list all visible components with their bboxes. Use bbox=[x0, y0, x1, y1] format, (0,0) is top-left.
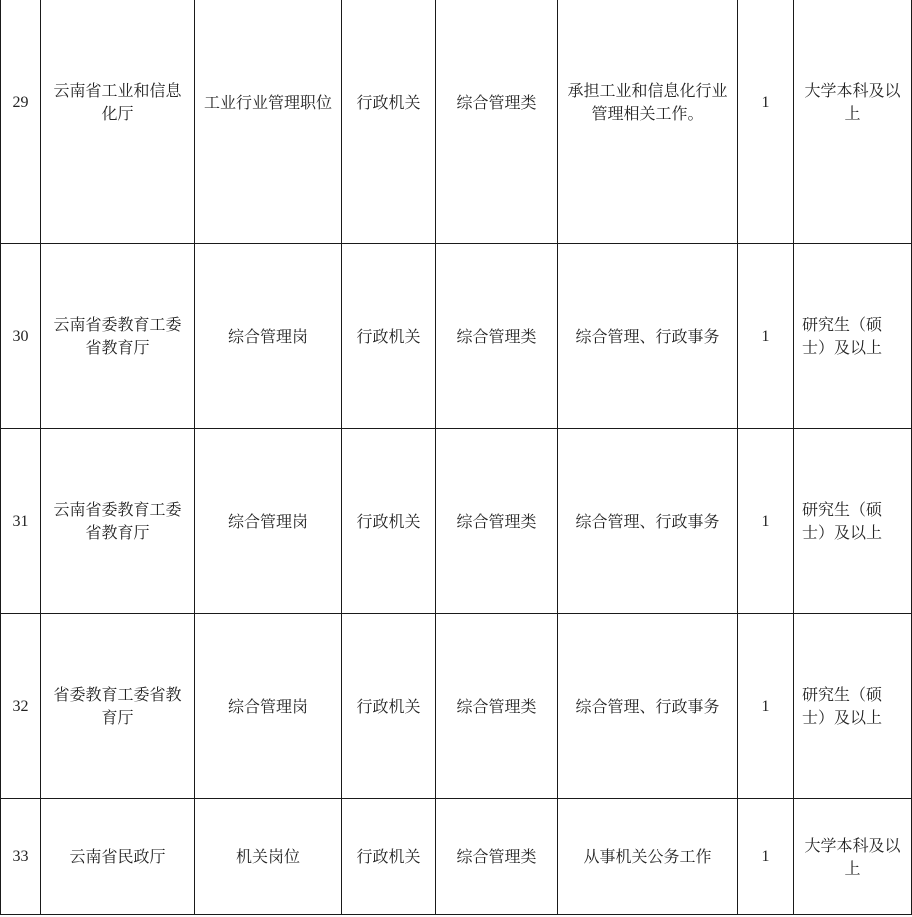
row-index: 33 bbox=[1, 799, 41, 915]
duties-cell: 综合管理、行政事务 bbox=[558, 244, 738, 429]
table-row bbox=[1, 799, 912, 915]
category-cell: 综合管理类 bbox=[436, 0, 558, 244]
org-type-cell: 行政机关 bbox=[342, 429, 436, 614]
education-cell: 大学本科及以上 bbox=[794, 799, 912, 915]
table-row bbox=[1, 0, 912, 244]
org-type-cell: 行政机关 bbox=[342, 614, 436, 799]
duties-cell: 承担工业和信息化行业管理相关工作。 bbox=[558, 0, 738, 244]
row-index: 32 bbox=[1, 614, 41, 799]
count-cell: 1 bbox=[738, 0, 794, 244]
department-cell: 云南省民政厅 bbox=[41, 799, 195, 915]
position-cell: 机关岗位 bbox=[195, 799, 342, 915]
row-index: 29 bbox=[1, 0, 41, 244]
count-cell: 1 bbox=[738, 799, 794, 915]
duties-cell: 从事机关公务工作 bbox=[558, 799, 738, 915]
education-cell: 大学本科及以上 bbox=[794, 0, 912, 244]
table-row bbox=[1, 244, 912, 429]
org-type-cell: 行政机关 bbox=[342, 244, 436, 429]
category-cell: 综合管理类 bbox=[436, 429, 558, 614]
department-cell: 省委教育工委省教育厅 bbox=[41, 614, 195, 799]
education-cell: 研究生（硕士）及以上 bbox=[794, 614, 912, 799]
count-cell: 1 bbox=[738, 614, 794, 799]
position-cell: 工业行业管理职位 bbox=[195, 0, 342, 244]
department-cell: 云南省工业和信息化厅 bbox=[41, 0, 195, 244]
count-cell: 1 bbox=[738, 244, 794, 429]
duties-cell: 综合管理、行政事务 bbox=[558, 614, 738, 799]
org-type-cell: 行政机关 bbox=[342, 799, 436, 915]
position-cell: 综合管理岗 bbox=[195, 244, 342, 429]
department-cell: 云南省委教育工委省教育厅 bbox=[41, 244, 195, 429]
category-cell: 综合管理类 bbox=[436, 799, 558, 915]
count-cell: 1 bbox=[738, 429, 794, 614]
category-cell: 综合管理类 bbox=[436, 244, 558, 429]
duties-cell: 综合管理、行政事务 bbox=[558, 429, 738, 614]
category-cell: 综合管理类 bbox=[436, 614, 558, 799]
table-row bbox=[1, 429, 912, 614]
education-cell: 研究生（硕士）及以上 bbox=[794, 429, 912, 614]
position-cell: 综合管理岗 bbox=[195, 614, 342, 799]
education-cell: 研究生（硕士）及以上 bbox=[794, 244, 912, 429]
department-cell: 云南省委教育工委省教育厅 bbox=[41, 429, 195, 614]
position-cell: 综合管理岗 bbox=[195, 429, 342, 614]
org-type-cell: 行政机关 bbox=[342, 0, 436, 244]
row-index: 31 bbox=[1, 429, 41, 614]
table-row bbox=[1, 614, 912, 799]
row-index: 30 bbox=[1, 244, 41, 429]
